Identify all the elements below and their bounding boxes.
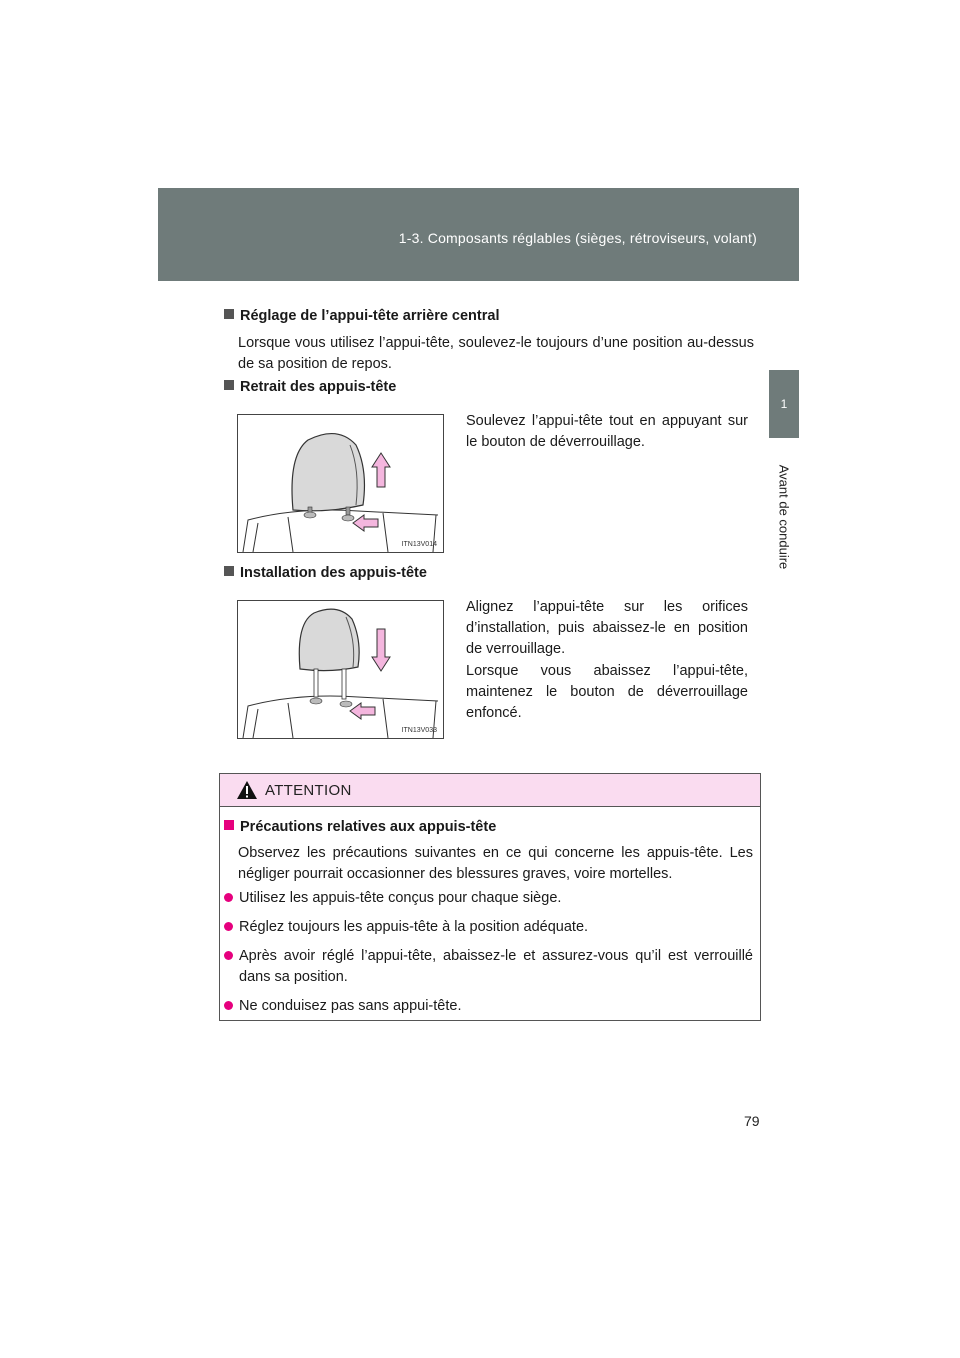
warning-heading [224,819,496,835]
removal-text: Soulevez l’appui-tête tout en appuyant sur le bouton de déverrouillage. [466,413,748,450]
square-bullet-icon [224,380,234,390]
square-bullet-icon [224,820,234,830]
heading-text: Installation des appuis-tête [240,565,427,581]
installation-figure [237,600,444,739]
section-heading-central-rear [224,308,499,324]
bullet-text: Utilisez les appuis-tête conçus pour chaque siège. [239,890,562,906]
chapter-tab-number: 1 [769,370,799,438]
warning-box [219,773,761,1021]
heading-text: Précautions relatives aux appuis-tête [240,819,497,835]
bullet-dot-icon [224,893,233,902]
bullet-dot-icon [224,922,233,931]
warning-bullet [224,996,753,1017]
warning-triangle-icon [236,780,258,800]
page-number: 79 [744,1113,760,1129]
section-heading-removal [224,379,396,395]
warning-bullet [224,917,753,938]
section-heading-installation [224,565,427,581]
installation-text-2: Lorsque vous abaissez l’appui-tête, maintenez le bouton de déverrouillage enfoncé. [466,663,748,721]
bullet-text: Réglez toujours les appuis-tête à la position adéquate. [239,919,589,935]
warning-bullet [224,946,753,988]
chapter-tab [769,442,799,592]
figure-code: ITN13V014 [401,541,437,548]
headrest-removal-illustration [238,415,443,552]
central-rear-text: Lorsque vous utilisez l’appui-tête, soulevez-le toujours d’une position au-dessus de sa position de repos. [238,335,754,372]
bullet-text: Après avoir réglé l’appui-tête, abaissez-le et assurez-vous qu’il est verrouillé dans sa position. [239,948,753,985]
heading-text: Retrait des appuis-tête [240,379,397,395]
installation-text-1: Alignez l’appui-tête sur les orifices d’installation, puis abaissez-le en position de verrouillage. [466,599,748,657]
warning-intro: Observez les précautions suivantes en ce qui concerne les appuis-tête. Les négliger pourrait occasionner des blessures graves, voire mortelles. [238,845,753,882]
warning-title: ATTENTION [265,781,352,799]
square-bullet-icon [224,309,234,319]
section-title: 1-3. Composants réglables (sièges, rétroviseurs, volant) [398,230,757,246]
warning-header [220,774,760,807]
header-band [158,188,799,281]
bullet-dot-icon [224,1001,233,1010]
chapter-tab-label: Avant de conduire [776,464,792,570]
bullet-dot-icon [224,951,233,960]
bullet-text: Ne conduisez pas sans appui-tête. [239,998,462,1014]
figure-code: ITN13V033 [401,727,437,734]
removal-figure [237,414,444,553]
headrest-installation-illustration [238,601,443,738]
square-bullet-icon [224,566,234,576]
heading-text: Réglage de l’appui-tête arrière central [240,308,500,324]
warning-bullet [224,888,753,909]
